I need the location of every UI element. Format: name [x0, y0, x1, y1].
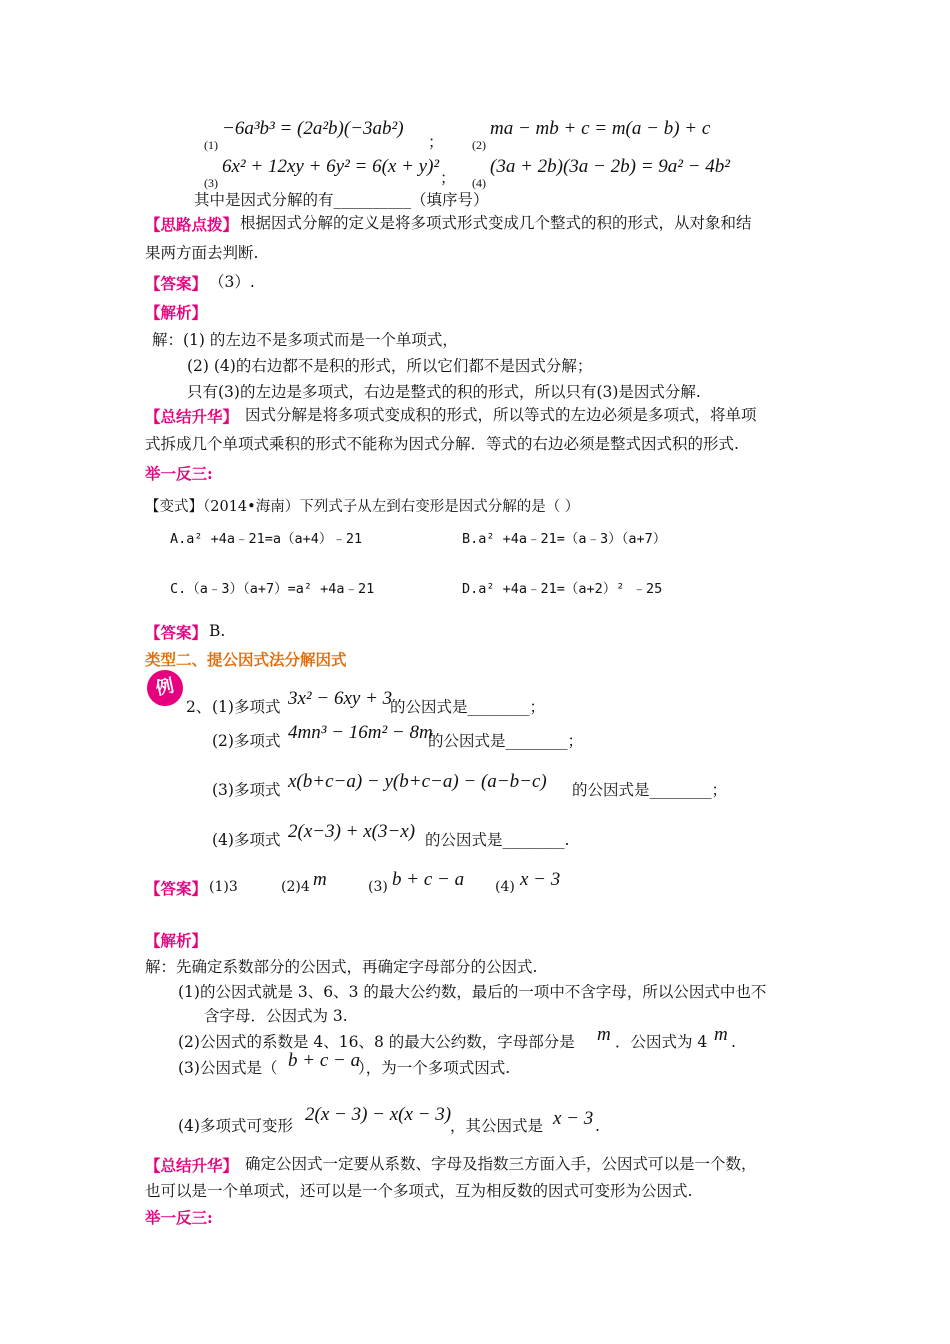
equation-2: ma − mb + c = m(a − b) + c [490, 118, 711, 139]
answer-math: b + c − a [392, 869, 465, 890]
option-b: B.a² +4a﹣21=（a﹣3）（a+7） [462, 531, 667, 547]
analysis-text: 含字母．公因式为 3. [204, 1007, 348, 1025]
analysis-text: (2)公因式的系数是 4、16、8 的最大公约数，字母部分是 [178, 1033, 575, 1051]
hint-text: 根据因式分解的定义是将多项式形式变成几个整式的积的形式，从对象和结 [240, 214, 752, 232]
punctuation: ； [440, 169, 456, 187]
practice-heading: 举一反三: [145, 1208, 213, 1227]
example-badge-icon: 例 [144, 667, 187, 710]
question-prefix: (3)多项式 [212, 781, 281, 799]
equation-1: −6a³b³ = (2a²b)(−3ab²) [222, 118, 404, 139]
question-prefix: (4)多项式 [212, 831, 281, 849]
analysis-text: . [595, 1117, 600, 1135]
analysis-text: (3)公因式是（ [178, 1059, 278, 1077]
analysis-tag: 【解析】 [145, 931, 208, 950]
answer-math: x − 3 [520, 869, 561, 890]
summary-tag: 【总结升华】 [145, 407, 239, 426]
answer-math: m [313, 869, 327, 890]
analysis-text: 解：先确定系数部分的公因式，再确定字母部分的公因式. [145, 958, 538, 976]
summary-text: 式拆成几个单项式乘积的形式不能称为因式分解．等式的右边必须是整式因式积的形式. [145, 435, 739, 453]
question-prefix: (2)多项式 [212, 732, 281, 750]
summary-text: 也可以是一个单项式，还可以是一个多项式，互为相反数的因式可变形为公因式. [145, 1182, 693, 1200]
expression: 2(x−3) + x(3−x) [288, 821, 416, 842]
answer-item: (1)3 [209, 879, 238, 895]
section-title: 类型二、提公因式法分解因式 [145, 650, 347, 669]
analysis-math: m [597, 1024, 611, 1045]
question-suffix: 的公因式是________； [390, 698, 546, 716]
question-suffix: 的公因式是________； [572, 781, 728, 799]
item-number: (3) [204, 176, 218, 190]
analysis-text: (2) (4)的右边都不是积的形式，所以它们都不是因式分解； [187, 357, 593, 375]
item-number: (2) [472, 138, 486, 152]
answer-tag: 【答案】 [145, 274, 208, 293]
answer-item: (2)4 [281, 879, 310, 895]
example-number: 2、 [186, 698, 212, 716]
hint-text: 果两方面去判断. [145, 244, 259, 262]
option-d: D.a² +4a﹣21=（a+2）² ﹣25 [462, 581, 663, 597]
answer-text: B. [209, 622, 226, 640]
answer-item: (4) [495, 879, 515, 895]
analysis-text: 只有(3)的左边是多项式，右边是整式的积的形式，所以只有(3)是因式分解. [187, 383, 701, 401]
item-number: (4) [472, 176, 486, 190]
answer-text: （3）. [209, 273, 255, 291]
answer-tag: 【答案】 [145, 623, 208, 642]
analysis-tag: 【解析】 [145, 303, 208, 322]
analysis-text: (1)的公因式就是 3、6、3 的最大公约数，最后的一项中不含字母，所以公因式中也不 [178, 983, 767, 1001]
analysis-text: ．公因式为 4 [615, 1033, 708, 1051]
answer-item: (3) [368, 879, 388, 895]
punctuation: ； [428, 133, 444, 151]
summary-text: 因式分解是将多项式变成积的形式，所以等式的左边必须是多项式，将单项 [245, 406, 757, 424]
summary-tag: 【总结升华】 [145, 1156, 239, 1175]
answer-tag: 【答案】 [145, 879, 208, 898]
option-c: C.（a﹣3）（a+7）=a² +4a﹣21 [170, 581, 375, 597]
analysis-text: 解：(1) 的左边不是多项式而是一个单项式， [152, 331, 458, 349]
analysis-math: 2(x − 3) − x(x − 3) [305, 1104, 452, 1125]
item-number: (1) [204, 138, 218, 152]
question-prefix: (1)多项式 [212, 698, 281, 716]
analysis-text: ），为一个多项式因式. [358, 1059, 511, 1077]
question-text: 其中是因式分解的有__________（填序号） [194, 191, 489, 209]
hint-tag: 【思路点拨】 [145, 215, 239, 234]
analysis-math: b + c − a [288, 1050, 361, 1071]
analysis-math: m [714, 1024, 728, 1045]
option-a: A.a² +4a﹣21=a（a+4）﹣21 [170, 531, 363, 547]
expression: 3x² − 6xy + 3 [288, 688, 393, 709]
analysis-math: x − 3 [553, 1108, 594, 1129]
equation-4: (3a + 2b)(3a − 2b) = 9a² − 4b² [490, 156, 730, 177]
expression: x(b+c−a) − y(b+c−a) − (a−b−c) [288, 771, 547, 792]
analysis-text: . [731, 1033, 736, 1051]
practice-heading: 举一反三: [145, 464, 213, 483]
expression: 4mn³ − 16m² − 8m [288, 722, 433, 743]
equation-3: 6x² + 12xy + 6y² = 6(x + y)² [222, 156, 440, 177]
summary-text: 确定公因式一定要从系数、字母及指数三方面入手，公因式可以是一个数， [245, 1155, 757, 1173]
question-suffix: 的公因式是________； [428, 732, 584, 750]
question-suffix: 的公因式是________. [425, 831, 570, 849]
analysis-text: ，其公因式是 [450, 1117, 544, 1135]
analysis-text: (4)多项式可变形 [178, 1117, 293, 1135]
variant-question: 【变式】（2014•海南）下列式子从左到右变形是因式分解的是（ ） [145, 499, 580, 515]
